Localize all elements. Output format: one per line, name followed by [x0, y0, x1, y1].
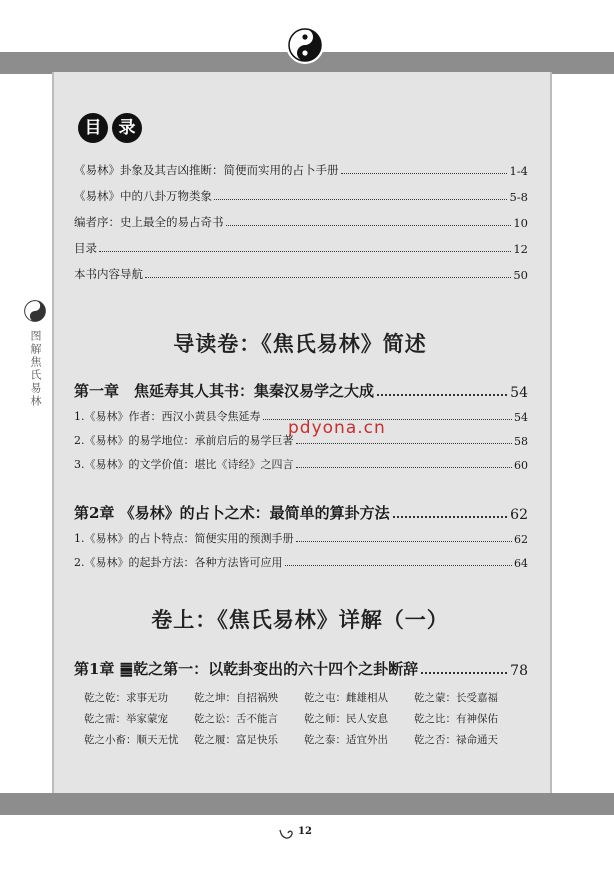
toc-page: 1-4 [509, 164, 528, 178]
list-item[interactable]: 乾之讼：舌不能言 [194, 713, 278, 725]
toc-title: 编者序：史上最全的易占奇书 [74, 215, 224, 229]
chapter-page: 78 [510, 663, 528, 679]
list-item[interactable]: 乾之小畜：顺天无忧 [84, 734, 179, 746]
section-page: 58 [514, 435, 528, 448]
chapter-page: 54 [510, 385, 528, 401]
list-item[interactable]: 乾之蒙：长受嘉福 [414, 692, 498, 704]
chapter-heading[interactable] [74, 658, 528, 679]
watermark: pdyona.cn [288, 418, 386, 438]
section-title: 1.《易林》的占卜特点：简便实用的预测手册 [74, 532, 294, 545]
chapter-heading[interactable] [74, 380, 528, 401]
list-item[interactable]: 乾之泰：适宜外出 [304, 734, 388, 746]
swirl-ornament-icon [278, 826, 296, 846]
toc-page: 50 [513, 268, 528, 282]
list-item[interactable]: 乾之屯：雌雄相从 [304, 692, 388, 704]
list-item[interactable]: 乾之比：有神保佑 [414, 713, 498, 725]
toc-row[interactable] [74, 264, 528, 282]
chapter-title: 第2章 《易林》的占卜之术：最简单的算卦方法 [74, 504, 390, 522]
sidebar-title: 图解焦氏易林 [29, 330, 42, 408]
chapter-title: 第一章 焦延寿其人其书：集秦汉易学之大成 [74, 382, 375, 400]
section-title: 2.《易林》的易学地位：承前启后的易学巨著 [74, 434, 294, 447]
toc-row[interactable] [74, 160, 528, 178]
section-title: 1.《易林》作者：西汉小黄县令焦延寿 [74, 410, 261, 423]
chapter-title: 第1章 ䷀乾之第一：以乾卦变出的六十四个之卦断辞 [74, 660, 419, 678]
section-page: 64 [514, 557, 528, 570]
list-item[interactable]: 乾之履：富足快乐 [194, 734, 278, 746]
section-page: 60 [514, 459, 528, 472]
page-number: 12 [298, 826, 312, 837]
contents-badge-1: 目 [78, 113, 108, 143]
list-item[interactable]: 乾之否：禄命通天 [414, 734, 498, 746]
toc-page: 10 [513, 216, 528, 230]
section-row[interactable] [74, 554, 528, 570]
list-item[interactable]: 乾之乾：求事无功 [84, 692, 168, 704]
list-item[interactable]: 乾之师：民人安息 [304, 713, 388, 725]
chapter-heading[interactable] [74, 502, 528, 523]
toc-row[interactable] [74, 238, 528, 256]
sidebar [22, 300, 48, 408]
toc-page: 5-8 [509, 190, 528, 204]
section-title: 3.《易林》的文学价值：堪比《诗经》之四言 [74, 458, 294, 471]
section-title: 2.《易林》的起卦方法：各种方法皆可应用 [74, 556, 283, 569]
list-item[interactable]: 乾之坤：自招祸殃 [194, 692, 278, 704]
section-page: 62 [514, 533, 528, 546]
section-page: 54 [514, 411, 528, 424]
bottom-band [0, 793, 614, 815]
contents-badge-2: 录 [112, 113, 142, 143]
section-row[interactable] [74, 530, 528, 546]
list-item[interactable]: 乾之需：举家蒙宠 [84, 713, 168, 725]
toc-row[interactable] [74, 186, 528, 204]
hexagram-list [84, 690, 524, 747]
toc-title: 《易林》中的八卦万物类象 [74, 189, 212, 203]
yin-yang-small-icon [24, 300, 46, 322]
chapter-page: 62 [510, 507, 528, 523]
contents-heading [78, 113, 142, 143]
toc-page: 12 [513, 242, 528, 256]
toc-title: 目录 [74, 241, 97, 255]
volume-heading: 导读卷：《焦氏易林》简述 [173, 332, 427, 356]
yin-yang-icon [286, 26, 324, 64]
volume-heading: 卷上：《焦氏易林》详解（一） [151, 608, 449, 632]
section-row[interactable] [74, 456, 528, 472]
toc-title: 本书内容导航 [74, 267, 143, 281]
toc-title: 《易林》卦象及其吉凶推断：简便而实用的占卜手册 [74, 163, 339, 177]
toc-row[interactable] [74, 212, 528, 230]
